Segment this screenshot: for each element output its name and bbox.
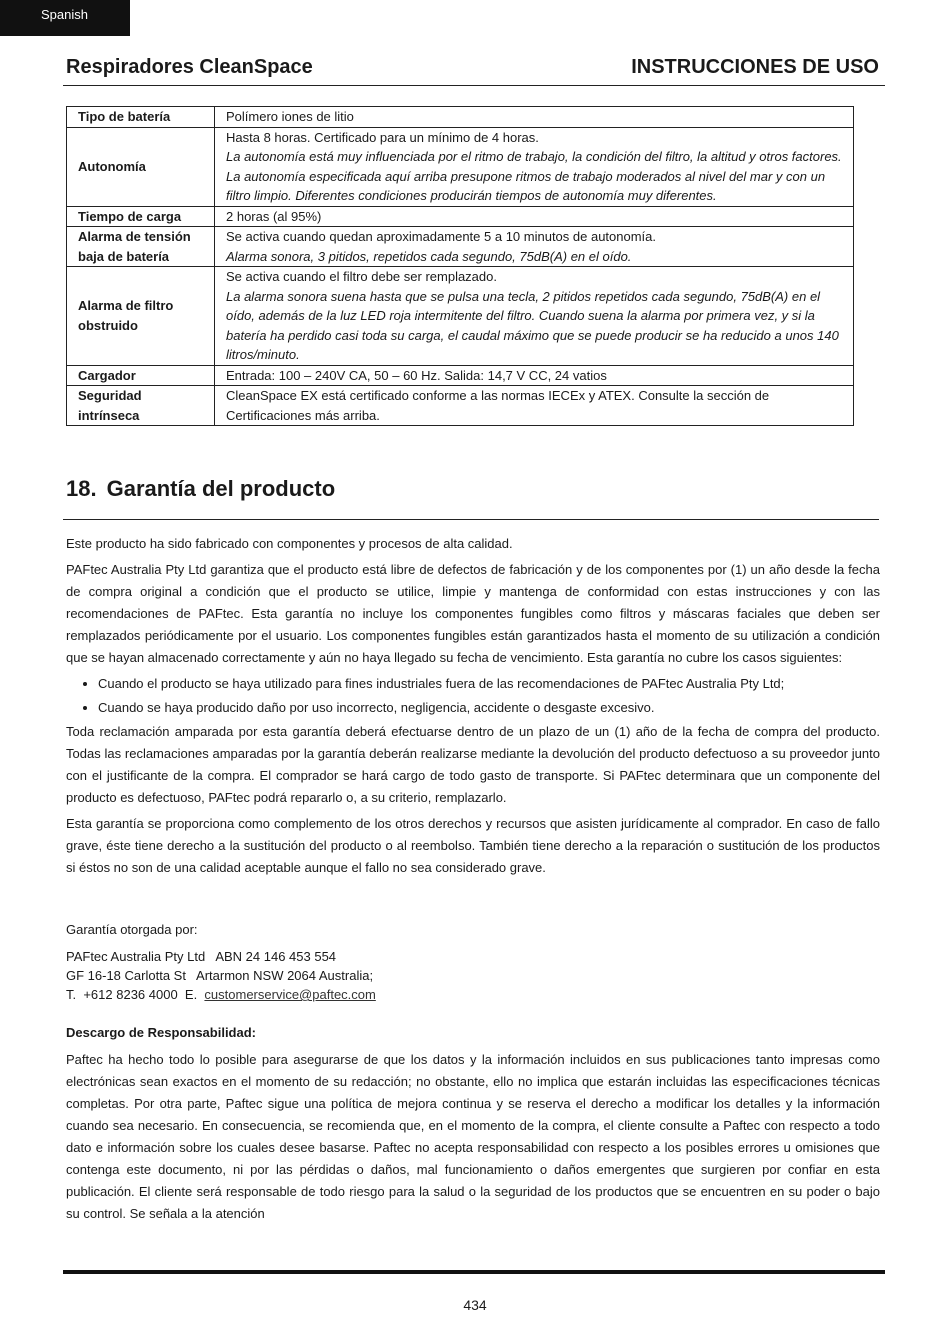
spec-value-text: CleanSpace EX está certificado conforme a las normas IECEx y ATEX. Consulte la sección de Certificaciones más arriba. bbox=[226, 388, 770, 423]
language-tab: Spanish bbox=[0, 0, 130, 36]
contact-phone-email bbox=[66, 985, 880, 1004]
spec-value bbox=[215, 206, 854, 227]
section-title bbox=[66, 476, 335, 502]
spec-value bbox=[215, 127, 854, 206]
section-number: 18. bbox=[66, 476, 97, 501]
spec-value-text: Entrada: 100 – 240V CA, 50 – 60 Hz. Salida: 14,7 V CC, 24 vatios bbox=[226, 367, 607, 383]
page-number: 434 bbox=[463, 1297, 487, 1313]
document-title: Respiradores CleanSpace bbox=[66, 56, 313, 78]
table-row bbox=[67, 107, 854, 128]
contact-details bbox=[66, 947, 880, 1004]
spec-value-text: Se activa cuando el filtro debe ser remplazado. bbox=[226, 269, 497, 284]
warranty-body bbox=[66, 533, 880, 883]
table-row bbox=[67, 127, 854, 206]
spec-value-text: Polímero iones de litio bbox=[226, 109, 354, 124]
spec-label: Autonomía bbox=[67, 127, 215, 206]
document-type: INSTRUCCIONES DE USO bbox=[631, 56, 879, 78]
table-row bbox=[67, 227, 854, 267]
section-title-text: Garantía del producto bbox=[106, 476, 336, 501]
spec-value bbox=[215, 227, 854, 267]
table-row bbox=[67, 386, 854, 426]
list-item: • Cuando el producto se haya utilizado para fines industriales fuera de las recomendaciones de PAFtec Australia Pty Ltd; bbox=[98, 673, 880, 695]
spec-value-text: 2 horas (al 95%) bbox=[226, 208, 322, 224]
paragraph-warranty-terms: PAFtec Australia Pty Ltd garantiza que el producto está libre de defectos de fabricación y de los componentes por (1) un año desde la fecha de compra original a condición que el producto se utilice, limpie y mantenga de conformidad con estas instrucciones y con las recomendaciones de PAFtec. Esta garantía no incluye los componentes fungibles como filtros y máscaras faciales que deben ser remplazados periódicamente por el usuario. Los componentes fungibles están garantizados hasta el momento de su utilización a condición que se hayan almacenado correctamente y aún no haya llegado su fecha de vencimiento. Esta garantía no cubre los casos siguientes: bbox=[66, 562, 880, 665]
disclaimer-title: Descargo de Responsabilidad: bbox=[66, 1025, 256, 1040]
spec-label: Alarma de tensión baja de batería bbox=[67, 227, 215, 267]
battery-specs-table bbox=[66, 106, 854, 426]
spec-label: Tipo de batería bbox=[67, 107, 215, 128]
spec-value-text: Hasta 8 horas. Certificado para un mínimo de 4 horas. bbox=[226, 129, 539, 145]
contact-company: PAFtec Australia Pty Ltd ABN 24 146 453 554 bbox=[66, 949, 337, 964]
table-row bbox=[67, 206, 854, 227]
spec-label: Seguridad intrínseca bbox=[67, 386, 215, 426]
spec-value-note: La alarma sonora suena hasta que se pulsa una tecla, 2 pitidos repetidos cada segundo, 75dB(A) en el oído, además de la luz LED roja intermitente del filtro. Cuando suena la alarma por primera vez, y si la batería ha perdido casi toda su carga, el caudal máximo que se puede producir se ha reducido a unos 140 litros/minuto. bbox=[226, 288, 839, 362]
contact-label: Garantía otorgada por: bbox=[66, 922, 198, 937]
spec-value-note: La autonomía está muy influenciada por el ritmo de trabajo, la condición del filtro, la altitud y otros factores. La autonomía especificada aquí arriba presupone ritmos de trabajo moderados al nivel del mar y con un filtro limpio. Diferentes condiciones producirán tiempos de autonomía muy diferentes. bbox=[226, 149, 842, 203]
spec-value-text: Se activa cuando quedan aproximadamente 5 a 10 minutos de autonomía. bbox=[226, 229, 657, 244]
spec-label: Alarma de filtro obstruido bbox=[67, 267, 215, 366]
spec-value bbox=[215, 107, 854, 128]
warranty-contact bbox=[66, 920, 880, 1225]
footer-divider bbox=[63, 1270, 885, 1274]
section-divider bbox=[63, 519, 879, 520]
table-row bbox=[67, 365, 854, 386]
header-divider bbox=[63, 85, 885, 86]
spec-value bbox=[215, 365, 854, 386]
email-link[interactable]: customerservice@paftec.com bbox=[204, 987, 376, 1002]
spec-label: Cargador bbox=[67, 365, 215, 386]
paragraph-intro: Este producto ha sido fabricado con componentes y procesos de alta calidad. bbox=[66, 536, 513, 551]
spec-value bbox=[215, 267, 854, 366]
table-row bbox=[67, 267, 854, 366]
paragraph-claims: Toda reclamación amparada por esta garantía deberá efectuarse dentro de un plazo de un (1) año de la fecha de compra del producto. Todas las reclamaciones amparadas por la garantía deberán realizarse mediante la devolución del producto defectuoso a su proveedor junto con el justificante de la compra. El comprador se hará cargo de todo gasto de transporte. Si PAFtec determinara que un componente del producto es defectuoso, PAFtec podrá repararlo o, a su criterio, remplazarlo. bbox=[66, 724, 880, 805]
spec-value bbox=[215, 386, 854, 426]
contact-phone: T. +612 8236 4000 E. bbox=[66, 987, 205, 1002]
spec-label: Tiempo de carga bbox=[67, 206, 215, 227]
exclusions-list bbox=[66, 673, 880, 719]
contact-address: GF 16-18 Carlotta St Artarmon NSW 2064 Australia; bbox=[66, 968, 374, 983]
disclaimer-text: Paftec ha hecho todo lo posible para asegurarse de que los datos y la información incluidos en sus publicaciones tanto impresas como electrónicas sean exactos en el momento de su redacción; no obstante, ello no implica que estarán incluidas las especificaciones técnicas completas. Por otra parte, Paftec sigue una política de mejora continua y se reserva el derecho a modificar los detalles y la información cuando sea necesario. En consecuencia, se recomienda que, en el momento de la compra, el cliente consulte a Paftec con respecto a todo dato e información sobre los cuales desee basarse. Paftec no acepta responsabilidad con respecto a los posibles errores u omisiones que contenga este documento, ni por las pérdidas o daños, mal funcionamiento o daños emergentes que surgieren por confiar en esta publicación. El cliente será responsable de todo riesgo para la salud o la seguridad de los productos que se encuentren en su poder o bajo su control. Se señala a la atención bbox=[66, 1052, 880, 1221]
list-item: • Cuando se haya producido daño por uso incorrecto, negligencia, accidente o desgaste excesivo. bbox=[98, 697, 880, 719]
paragraph-rights: Esta garantía se proporciona como complemento de los otros derechos y recursos que asisten jurídicamente al comprador. En caso de fallo grave, éste tiene derecho a la sustitución del producto o al reembolso. También tiene derecho a la reparación o sustitución de los productos si éstos no son de una calidad aceptable aunque el fallo no sea considerado grave. bbox=[66, 816, 880, 875]
spec-value-note: Alarma sonora, 3 pitidos, repetidos cada segundo, 75dB(A) en el oído. bbox=[226, 248, 632, 264]
